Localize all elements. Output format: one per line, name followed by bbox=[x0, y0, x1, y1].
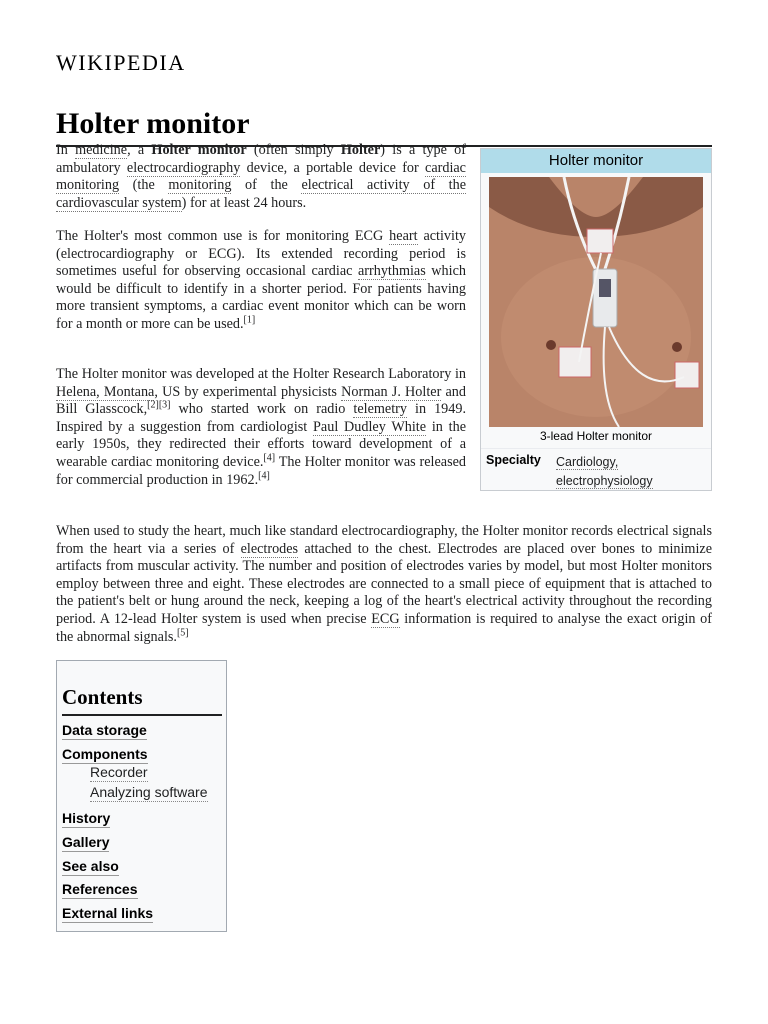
toc-item-data-storage[interactable]: Data storage bbox=[62, 722, 147, 738]
toc-title: Contents bbox=[62, 685, 222, 716]
toc-item-components[interactable]: Components bbox=[62, 746, 148, 762]
link-helena-montana[interactable]: Helena, Montana bbox=[56, 383, 155, 400]
link-paul-dudley-white[interactable]: Paul Dudley White bbox=[313, 418, 427, 435]
history-paragraph: The Holter monitor was developed at the Holter Research Laboratory in Helena, Montana, US by experimental physicists Norman J. Holter and Bill Glasscock,[2][3] who started work on radio telemetry in 1949. Inspired by a suggestion from cardiologist Paul Dudley White in the early 1950s, they redirected their efforts toward development of a wearable cardiac monitoring device.[4] The Holter monitor was released for commercial production in 1962.[4] bbox=[56, 366, 467, 488]
link-arrhythmias[interactable]: arrhythmias bbox=[357, 263, 426, 280]
ref-5[interactable]: [5] bbox=[176, 626, 189, 638]
link-medicine[interactable]: medicine bbox=[75, 142, 128, 158]
usage-paragraph: The Holter's most common use is for monitoring ECG heart activity (electrocardiography or ECG). Its extended recording period is sometimes useful for observing occasional cardiac arrhythmias which would be difficult to identify in a shorter period. For patients having more transient symptoms, a cardiac event monitor which can be worn for a month or more can be used.[1] bbox=[56, 228, 466, 332]
toc-item-references[interactable]: References bbox=[62, 881, 138, 897]
specialty-values bbox=[556, 453, 653, 491]
electrodes-paragraph: When used to study the heart, much like standard electrocardiography, the Holter monitor records electrical signals from the heart via a series of electrodes attached to the chest. Electrodes are placed over bones to minimize artifacts from muscular activity. The number and position of electrodes varies by model, but most Holter monitors employ between three and eight. These electrodes are connected to a small piece of equipment that is attached to the patient's belt or hung around the neck, keeping a log of the heart's electrical activity throughout the recording period. A 12-lead Holter system is used when precise ECG information is required to analyse the exact origin of the abnormal signals.[5] bbox=[56, 523, 712, 645]
page-title: Holter monitor bbox=[56, 104, 712, 147]
link-electrical-activity[interactable]: electrical activity of the cardiovascular system bbox=[56, 177, 466, 211]
infobox-title: Holter monitor bbox=[481, 149, 711, 173]
toc-item-gallery[interactable]: Gallery bbox=[62, 834, 110, 850]
link-electrodes[interactable]: electrodes bbox=[240, 540, 299, 557]
link-cardiology[interactable]: Cardiology, bbox=[556, 455, 619, 469]
ref-4b[interactable]: [4] bbox=[258, 469, 270, 481]
toc-item-see-also[interactable]: See also bbox=[62, 858, 119, 874]
ref-1[interactable]: [1] bbox=[243, 314, 256, 326]
link-cardiac-monitoring[interactable]: cardiac monitoring bbox=[56, 159, 466, 194]
infobox-divider bbox=[481, 448, 711, 449]
table-of-contents bbox=[56, 660, 227, 932]
ref-4[interactable]: [4] bbox=[263, 452, 276, 464]
toc-item-analyzing-software[interactable]: Analyzing software bbox=[90, 784, 208, 800]
ref-2[interactable]: [2] bbox=[147, 399, 159, 411]
holter-monitor-photo[interactable] bbox=[489, 177, 703, 427]
intro-paragraph: In medicine, a Holter monitor (often simply Holter) is a type of ambulatory electrocardiography device, a portable device for cardiac monitoring (the monitoring of the electrical activity of the cardiovascular system) for at least 24 hours. bbox=[56, 142, 466, 211]
link-heart[interactable]: heart bbox=[389, 228, 418, 244]
toc-item-recorder[interactable]: Recorder bbox=[90, 764, 148, 780]
link-ecg[interactable]: ECG bbox=[371, 610, 400, 627]
wikipedia-logo[interactable]: WIKIPEDIA bbox=[56, 50, 186, 75]
infobox bbox=[480, 148, 712, 491]
link-telemetry[interactable]: telemetry bbox=[353, 401, 407, 418]
link-electrocardiography[interactable]: electrocardiography bbox=[126, 159, 241, 176]
link-monitoring[interactable]: monitoring bbox=[168, 177, 232, 194]
ref-3[interactable]: [3] bbox=[158, 399, 171, 411]
link-electrophysiology[interactable]: electrophysiology bbox=[556, 474, 653, 488]
toc-item-external-links[interactable]: External links bbox=[62, 905, 154, 921]
toc-item-history[interactable]: History bbox=[62, 810, 111, 826]
link-norman-holter[interactable]: Norman J. Holter bbox=[341, 383, 442, 400]
specialty-label: Specialty bbox=[486, 453, 541, 467]
infobox-caption: 3-lead Holter monitor bbox=[539, 429, 653, 443]
